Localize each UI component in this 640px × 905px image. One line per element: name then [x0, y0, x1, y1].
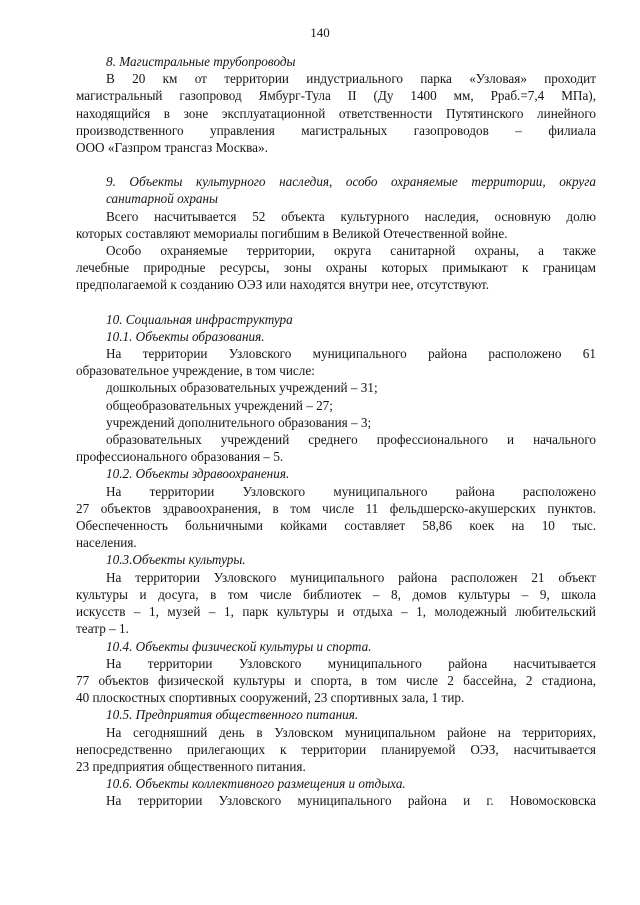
- text-line: На территории Узловского муниципального района расположено: [106, 483, 596, 499]
- text-line: 77 объектов физической культуры и спорта, в том числе 2 бассейна, 2 стадиона,: [76, 672, 596, 688]
- section-8-heading: 8. Магистральные трубопроводы: [106, 54, 296, 69]
- list-item: общеобразовательных учреждений – 27;: [106, 397, 333, 413]
- page-content: [76, 53, 596, 810]
- spacer: [76, 294, 596, 311]
- page-number: 140: [310, 25, 330, 40]
- text-line: На территории Узловского муниципального района насчитывается: [106, 655, 596, 671]
- text-line: Обеспеченность больничными койками составляет 58,86 коек на 10 тыс.: [76, 518, 596, 534]
- text-line: На территории Узловского муниципального района расположен 21 объект: [106, 569, 596, 585]
- section-8-line: магистральный газопровод Ямбург-Тула II (Ду 1400 мм, Рраб.=7,4 МПа),: [76, 88, 596, 104]
- subsection-heading: 10.5. Предприятия общественного питания.: [106, 707, 359, 723]
- section-8-line: находящийся в зоне эксплуатационной ответственности Путятинского линейного: [76, 105, 596, 121]
- section-9-line: которых составляют мемориалы погибшим в Великой Отечественной войне.: [76, 225, 508, 241]
- text-line: образовательное учреждение, в том числе:: [76, 363, 315, 379]
- section-9-heading: санитарной охраны: [106, 191, 218, 207]
- section-8-line: ООО «Газпром трансгаз Москва».: [76, 140, 268, 156]
- text-line: театр – 1.: [76, 621, 129, 637]
- section-9-heading: 9. Объекты культурного наследия, особо охраняемые территории, округа: [106, 174, 596, 190]
- text-line: непосредственно прилегающих к территории планируемой ОЭЗ, насчитывается: [76, 741, 596, 757]
- text-line: На территории Узловского муниципального района расположено 61: [106, 346, 596, 362]
- section-8-line: В 20 км от территории индустриального парка «Узловая» проходит: [106, 71, 596, 87]
- subsection-heading: 10.4. Объекты физической культуры и спорта.: [106, 638, 372, 654]
- text-line: На территории Узловского муниципального района и г. Новомосковска: [106, 793, 596, 809]
- text-line: 23 предприятия общественного питания.: [76, 758, 306, 774]
- text-line: искусств – 1, музей – 1, парк культуры и отдыха – 1, молодежный любительский: [76, 604, 596, 620]
- text-line: населения.: [76, 535, 137, 551]
- list-item: дошкольных образовательных учреждений – 31;: [106, 380, 378, 396]
- text-line: 40 плоскостных спортивных сооружений, 23 спортивных зала, 1 тир.: [76, 690, 465, 706]
- text-line: культуры и досуга, в том числе библиотек – 8, домов культуры – 9, школа: [76, 586, 596, 602]
- text-line: профессионального образования – 5.: [76, 449, 284, 465]
- section-9-line: Всего насчитывается 52 объекта культурного наследия, основную долю: [106, 208, 596, 224]
- section-9-line: лечебные природные ресурсы, зоны охраны которых примыкают к границам: [76, 260, 596, 276]
- subsection-heading: 10.6. Объекты коллективного размещения и отдыха.: [106, 776, 406, 792]
- text-line: 27 объектов здравоохранения, в том числе 11 фельдшерско-акушерских пунктов.: [76, 500, 596, 516]
- subsection-heading: 10.2. Объекты здравоохранения.: [106, 466, 290, 482]
- section-9-line: предполагаемой к созданию ОЭЗ или находятся внутри нее, отсутствуют.: [76, 277, 490, 293]
- list-item: образовательных учреждений среднего профессионального и начального: [106, 432, 596, 448]
- text-line: На сегодняшний день в Узловском муниципальном районе на территориях,: [106, 724, 596, 740]
- subsection-heading: 10.1. Объекты образования.: [106, 328, 265, 344]
- subsection-heading: 10.3.Объекты культуры.: [106, 552, 246, 568]
- list-item: учреждений дополнительного образования – 3;: [106, 414, 372, 430]
- section-10-heading: 10. Социальная инфраструктура: [106, 311, 293, 327]
- section-8-line: производственного управления магистральных газопроводов – филиала: [76, 122, 596, 138]
- spacer: [76, 156, 596, 173]
- section-9-line: Особо охраняемые территории, округа санитарной охраны, а также: [106, 243, 596, 259]
